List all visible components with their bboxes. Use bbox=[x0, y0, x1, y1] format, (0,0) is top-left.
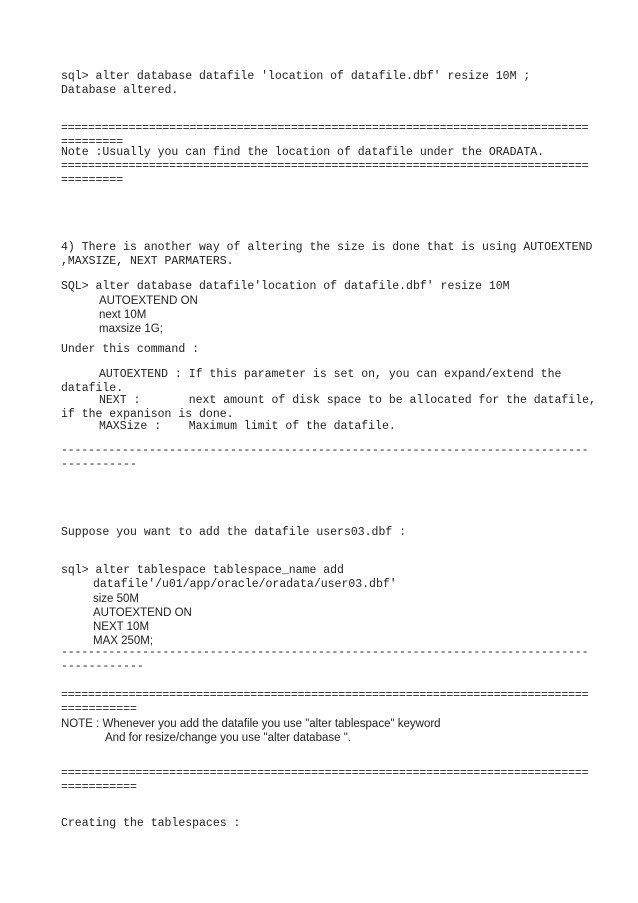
add-datafile-command-line: NEXT 10M bbox=[93, 621, 150, 633]
autoextend-command-line: next 10M bbox=[99, 309, 147, 321]
add-datafile-command-line: AUTOEXTEND ON bbox=[93, 607, 192, 619]
add-datafile-command-line: sql> alter tablespace tablespace_name add bbox=[61, 564, 344, 577]
add-datafile-command-line: datafile'/u01/app/oracle/oradata/user03.dbf' bbox=[93, 578, 397, 591]
equals-separator-tail: ========= bbox=[61, 136, 124, 149]
add-datafile-command-line: size 50M bbox=[93, 593, 140, 605]
add-datafile-intro: Suppose you want to add the datafile users03.dbf : bbox=[61, 526, 407, 539]
autoextend-definition: AUTOEXTEND : If this parameter is set on, you can expand/extend the bbox=[99, 368, 562, 381]
add-datafile-command-line: MAX 250M; bbox=[93, 635, 154, 647]
dash-separator: ------------------------------------------------------------------------------ bbox=[61, 646, 589, 659]
equals-separator-tail: =========== bbox=[61, 781, 137, 794]
dash-separator: ------------------------------------------------------------------------------ bbox=[61, 444, 589, 457]
dash-separator-tail: ----------- bbox=[61, 458, 137, 471]
equals-separator: ============================================================================== bbox=[61, 689, 589, 702]
next-definition: NEXT : next amount of disk space to be allocated for the datafile, bbox=[99, 394, 596, 407]
resize-command-line: sql> alter database datafile 'location of datafile.dbf' resize 10M ; bbox=[61, 70, 531, 83]
next-definition: if the expanison is done. bbox=[61, 408, 234, 421]
autoextend-intro-line: ,MAXSIZE, NEXT PARMATERS. bbox=[61, 255, 234, 268]
equals-separator: ============================================================================== bbox=[61, 767, 589, 780]
autoextend-definition: datafile. bbox=[61, 382, 124, 395]
autoextend-command-line: maxsize 1G; bbox=[99, 323, 163, 335]
database-altered-line: Database altered. bbox=[61, 84, 179, 97]
creating-tablespaces-heading: Creating the tablespaces : bbox=[61, 817, 241, 830]
equals-separator: ============================================================================== bbox=[61, 160, 589, 173]
tablespace-note: And for resize/change you use "alter database ". bbox=[105, 732, 351, 744]
tablespace-note: NOTE : Whenever you add the datafile you use "alter tablespace" keyword bbox=[61, 718, 441, 730]
maxsize-definition: MAXSize : Maximum limit of the datafile. bbox=[99, 420, 396, 433]
autoextend-command-line: SQL> alter database datafile'location of datafile.dbf' resize 10M bbox=[61, 280, 510, 293]
equals-separator-tail: =========== bbox=[61, 703, 137, 716]
under-this-command-heading: Under this command : bbox=[61, 343, 200, 356]
dash-separator-tail: ------------ bbox=[61, 660, 144, 673]
equals-separator: ============================================================================== bbox=[61, 122, 589, 135]
oradata-note: Note :Usually you can find the location of datafile under the ORADATA. bbox=[61, 146, 545, 159]
autoextend-intro-line: 4) There is another way of altering the size is done that is using AUTOEXTEND bbox=[61, 241, 593, 254]
autoextend-command-line: AUTOEXTEND ON bbox=[99, 295, 198, 307]
equals-separator-tail: ========= bbox=[61, 174, 124, 187]
